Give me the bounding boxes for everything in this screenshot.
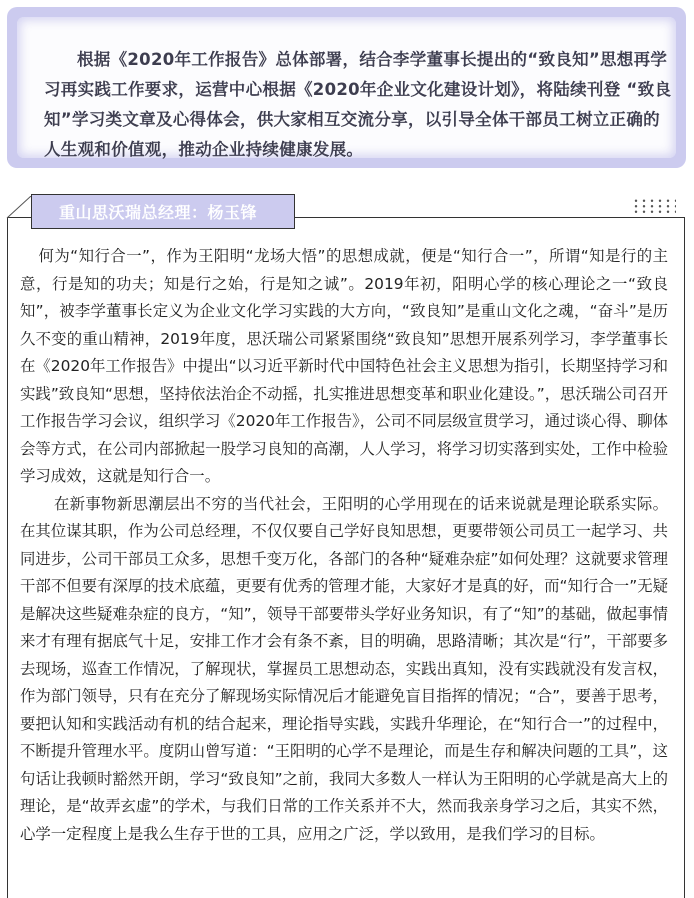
article-heading-tab bbox=[31, 194, 295, 229]
intro-box bbox=[7, 7, 686, 168]
dot-grid-decoration-icon bbox=[632, 198, 676, 214]
article-paragraph-1: 何为“知行合一”，作为王阳明“龙场大悟”的思想成就，便是“知行合一”，所谓“知是行的主意，行是知的功夫；知是行之始，行是知之诚”。2019年初，阳明心学的核心理论之一“致良知”，被李学董事长定义为企业文化学习实践的大方向，“致良知”是重山文化之魂，“奋斗”是历久不变的重山精神，2019年度，思沃瑞公司紧紧围绕“致良知”思想开展系列学习，李学董事长在《2020年工作报告》中提出“以习近平新时代中国特色社会主义思想为指引，长期坚持学习和实践”致良知“思想，坚持依法治企不动摇，扎实推进思想变革和职业化建设。”，思沃瑞公司召开工作报告学习会议，组织学习《2020年工作报告》，公司不同层级宣贯学习，通过谈心得、聊体会等方式，在公司内部掀起一股学习良知的高潮，人人学习，将学习切实落到实处，工作中检验学习成效，这就是知行合一。 bbox=[20, 247, 668, 485]
intro-text: 根据《2020年工作报告》总体部署，结合李学董事长提出的“致良知”思想再学习再实践工作要求，运营中心根据《2020年企业文化建设计划》，将陆续刊登 “致良知”学习类文章及心得体会，供大家相互交流分享，以引导全体干部员工树立正确的人生观和价值观，推动企业持续健康发展。 bbox=[44, 50, 672, 159]
article-paragraph-2: 在新事物新思潮层出不穷的当代社会，王阳明的心学用现在的话来说就是理论联系实际。在其位谋其职，作为公司总经理，不仅仅要自己学好良知思想，更要带领公司员工一起学习、共同进步，公司干部员工众多，思想千变万化，各部门的各种“疑难杂症”如何处理？这就要求管理干部不但要有深厚的技术底蕴，更要有优秀的管理才能，大家好才是真的好，而“知行合一”无疑是解决这些疑难杂症的良方，“知”，领导干部要带头学好业务知识，有了“知”的基础，做起事情来才有理有据底气十足，安排工作才会有条不紊，目的明确，思路清晰；其次是“行”，干部要多去现场，巡查工作情况，了解现状，掌握员工思想动态，实践出真知，没有实践就没有发言权，作为部门领导，只有在充分了解现场实际情况后才能避免盲目指挥的情况；“合”，要善于思考，要把认知和实践活动有机的结合起来，理论指导实践，实践升华理论，在“知行合一”的过程中，不断提升管理水平。度阴山曾写道：“王阳明的心学不是理论，而是生存和解决问题的工具”，这句话让我顿时豁然开朗，学习“致良知”之前，我同大多数人一样认为王阳明的心学就是高大上的理论，是“故弄玄虚”的学术，与我们日常的工作关系并不大，然而我亲身学习之后，其实不然，心学一定程度上是我么生存于世的工具，应用之广泛，学以致用，是我们学习的目标。 bbox=[20, 494, 668, 843]
intro-box-inner bbox=[17, 17, 676, 158]
article-heading: 重山思沃瑞总经理：杨玉锋 bbox=[59, 203, 258, 222]
article-body bbox=[20, 243, 668, 848]
